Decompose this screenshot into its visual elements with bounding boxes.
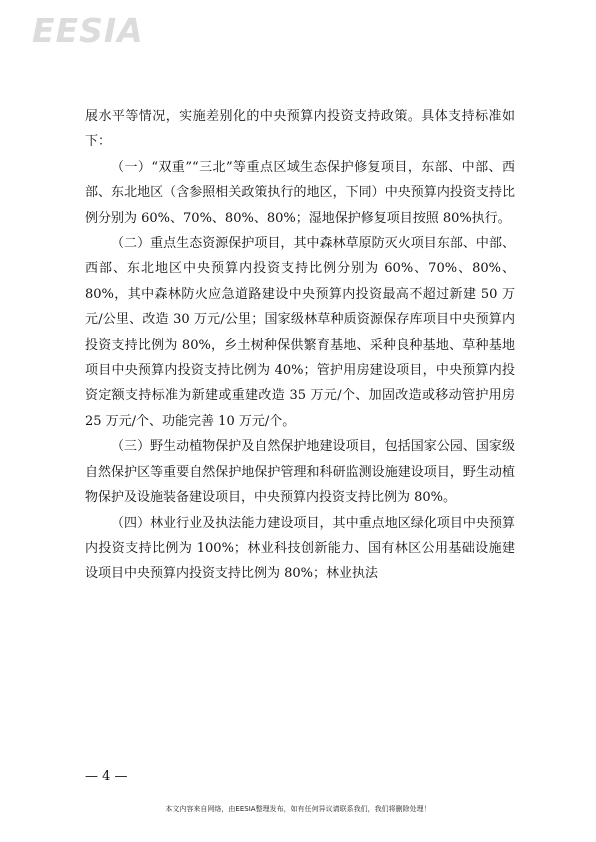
page-number: — 4 — xyxy=(85,769,128,784)
paragraph-item-3: （三）野生动植物保护及自然保护地建设项目，包括国家公园、国家级自然保护区等重要自然保护地保护管理和科研监测设施建设项目，野生动植物保护及设施装备建设项目，中央预算内投资支持比例为 80%。 xyxy=(85,439,515,506)
paragraph-item-4: （四）林业行业及执法能力建设项目，其中重点地区绿化项目中央预算内投资支持比例为 100%；林业科技创新能力、国有林区公用基础设施建设项目中央预算内投资支持比例为 80%；林业执法 xyxy=(85,515,515,582)
paragraph-item-1: （一）“双重”“三北”等重点区域生态保护修复项目，东部、中部、西部、东北地区（含参照相关政策执行的地区，下同）中央预算内投资支持比例分别为 60%、70%、80%、80%；湿地保护修复项目按照 80%执行。 xyxy=(85,159,515,226)
paragraph-item-2: （二）重点生态资源保护项目，其中森林草原防灭火项目东部、中部、西部、东北地区中央预算内投资支持比例分别为 60%、70%、80%、80%，其中森林防火应急道路建设中央预算内投资最高不超过新建 50 万元/公里、改造 30 万元/公里；国家级林草种质资源保存库项目中央预算内投资支持比例为 80%，乡土树种保供繁育基地、采种良种基地、草种基地项目中央预算内投资支持比例为 40%；管护用房建设项目，中央预算内投资定额支持标准为新建或重建改造 35 万元/个、加固改造或移动管护用房 25 万元/个、功能完善 10 万元/个。 xyxy=(85,236,515,429)
document-body xyxy=(85,104,515,587)
footer-disclaimer: 本文内容来自网络，由EESIA整理发布，如有任何异议请联系我们，我们将删除处理！ xyxy=(165,805,431,813)
paragraph-continuation: 展水平等情况，实施差别化的中央预算内投资支持政策。具体支持标准如下： xyxy=(85,109,515,150)
eesia-watermark-logo: EESIA xyxy=(32,11,144,50)
